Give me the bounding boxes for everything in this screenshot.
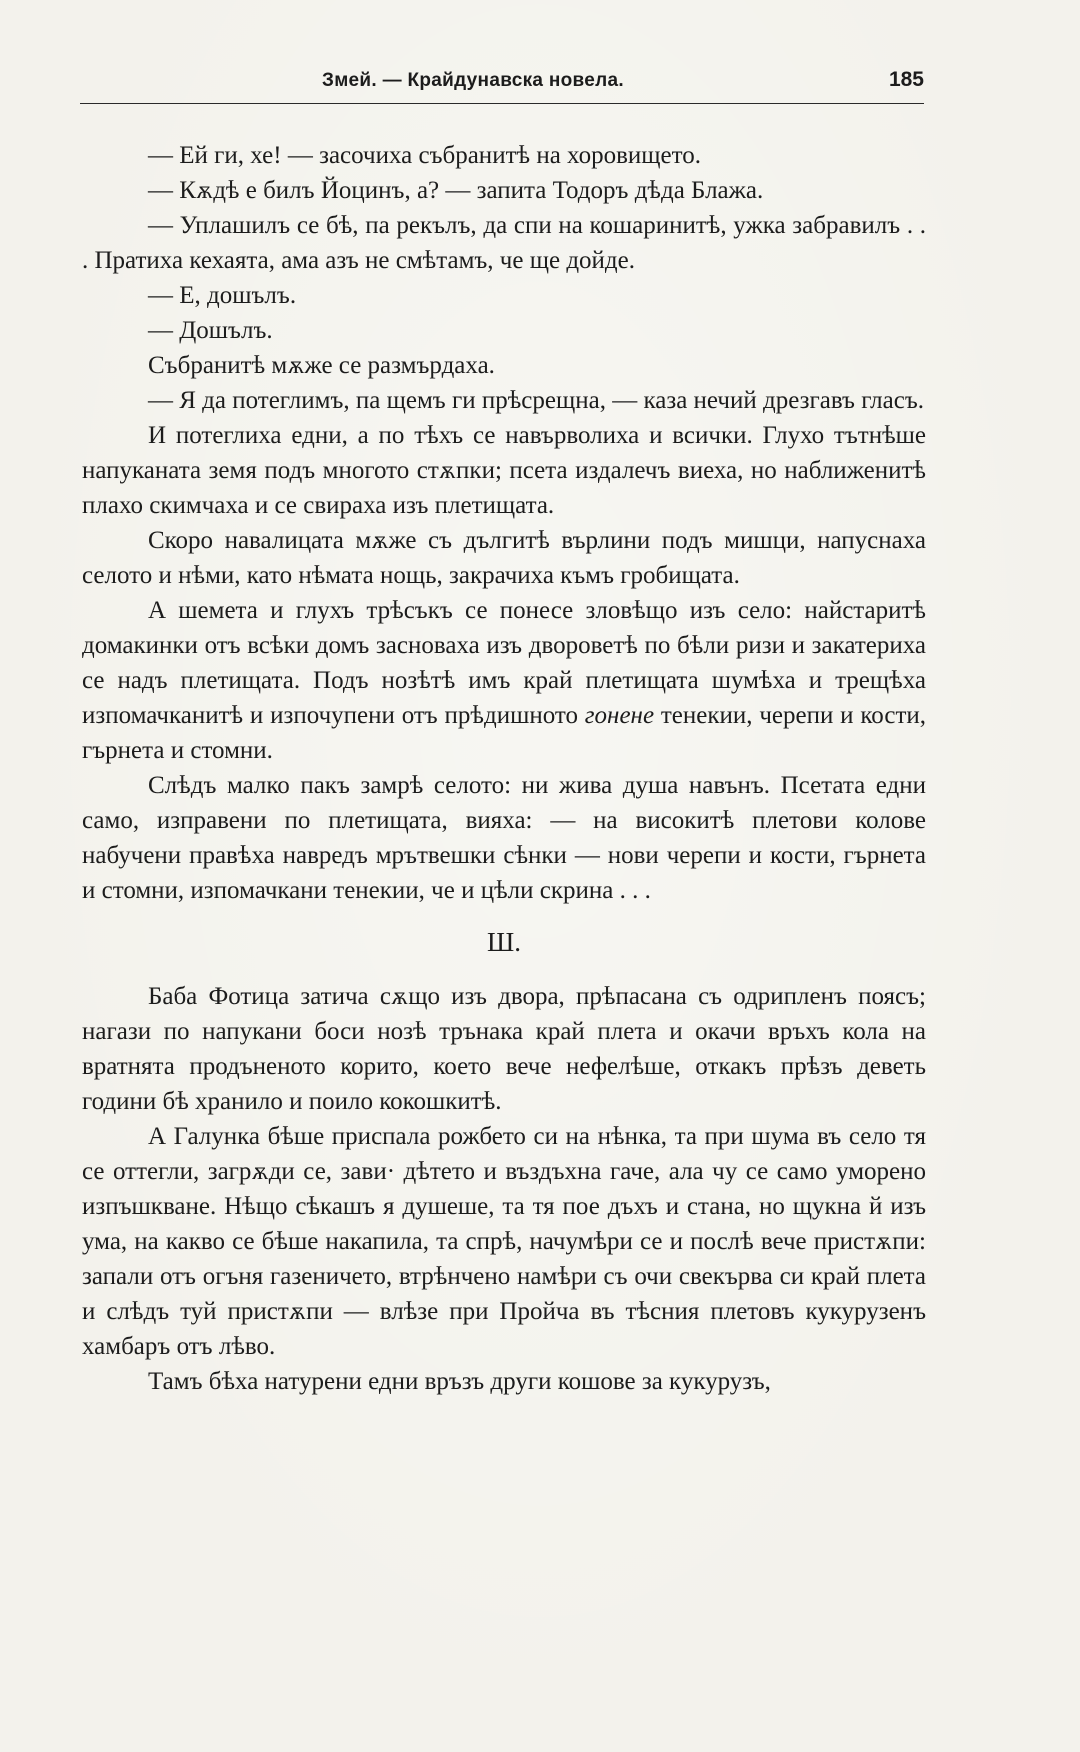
paragraph-7: — Я да потеглимъ, па щемъ ги прѣсрещна, — каза нечий дрезгавъ гласъ.	[148, 387, 925, 414]
paragraph-3: — Уплашилъ се бѣ, па рекълъ, да спи на кошаринитѣ, ужка забравилъ . . . Пратиха кехаята, ама азъ не смѣтамъ, че ще дойде.	[82, 212, 926, 274]
running-title: Змей. — Крайдунавска новела.	[322, 70, 624, 91]
header-rule	[80, 103, 924, 104]
paragraph-10-text-b: тенекии, черепи и кости, гърнета и стомни.	[82, 702, 927, 764]
paragraph-8: И потеглиха едни, а по тѣхъ се навърволиха и всички. Глухо тътнѣше напуканата земя подъ многото стѫпки; псета издалечъ виеха, но наближенитѣ плахо скимчаха и се свираха изъ плетищата.	[82, 422, 926, 519]
paragraph-13: А Галунка бѣше приспала рожбето си на нѣнка, та при шума въ село тя се оттегли, загрѫди се, зави· дѣтето и въздъхна гаче, ала чу се само уморено изпъшкване. Нѣщо сѣкашъ я душеше, та тя пое дъхъ и стана, но щукна й изъ ума, на какво се бѣше накапила, та спрѣ, начумѣри се и послѣ вече пристѫпи: запали отъ огъня газеничето, втрѣнчено намѣри съ очи свекърва си край плета и слѣдъ туй пристѫпи — влѣзе при Пройча въ тѣсния плетовъ кукурузенъ хамбаръ отъ лѣво.	[82, 1123, 926, 1360]
paragraph-14: Тамъ бѣха натурени едни връзъ други кошове за кукурузъ,	[148, 1368, 771, 1395]
paragraph-9: Скоро навалицата мѫже съ дългитѣ върлини подъ мишци, напуснаха селото и нѣми, като нѣмата нощь, закрачиха къмъ гробищата.	[82, 527, 926, 589]
paragraph-6: Събранитѣ мѫже се размърдаха.	[148, 352, 495, 379]
paragraph-10-text-a: А шемета и глухъ трѣсъкъ се понесе зловѣщо изъ село: найстаритѣ домакинки отъ всѣки домъ засноваха изъ двороветѣ по бѣли ризи и закатериха се надъ плетищата. Подъ нозѣтѣ имъ край плетищата шумѣха и трещѣха изпомачканитѣ и изпочупени отъ прѣдишното	[82, 597, 926, 729]
section-number: Ш.	[487, 927, 521, 957]
paragraph-1: — Ей ги, хе! — засочиха събранитѣ на хоровището.	[148, 142, 701, 169]
paragraph-12: Баба Фотица затича сѫщо изъ двора, прѣпасана съ одрипленъ поясъ; нагази по напукани боси нозѣ трънака край плета и окачи връхъ кола на вратнята продъненото корито, което вече нефелѣше, откакъ прѣзъ деветь години бѣ хранило и поило кокошкитѣ.	[82, 983, 926, 1115]
paragraph-2: — Кѫдѣ е билъ Йоцинъ, а? — запита Тодоръ дѣда Блажа.	[148, 177, 764, 204]
paragraph-4: — Е, дошълъ.	[148, 282, 297, 309]
running-head	[82, 66, 924, 100]
paragraph-11: Слѣдъ малко пакъ замрѣ селото: ни жива душа навънъ. Псетата едни само, изправени по плетищата, вияха: — на високитѣ плетови колове набучени правѣха навредъ мрътвешки сѣнки — нови черепи и кости, гърнета и стомни, изпомачкани тенекии, че и цѣли скрина . . .	[82, 772, 926, 904]
paragraph-10-emphasis: гонене	[584, 702, 655, 729]
page-number: 185	[888, 68, 924, 91]
paragraph-5: — Дошълъ.	[148, 317, 273, 344]
paragraph-10	[82, 593, 926, 768]
body-text	[82, 138, 926, 1399]
